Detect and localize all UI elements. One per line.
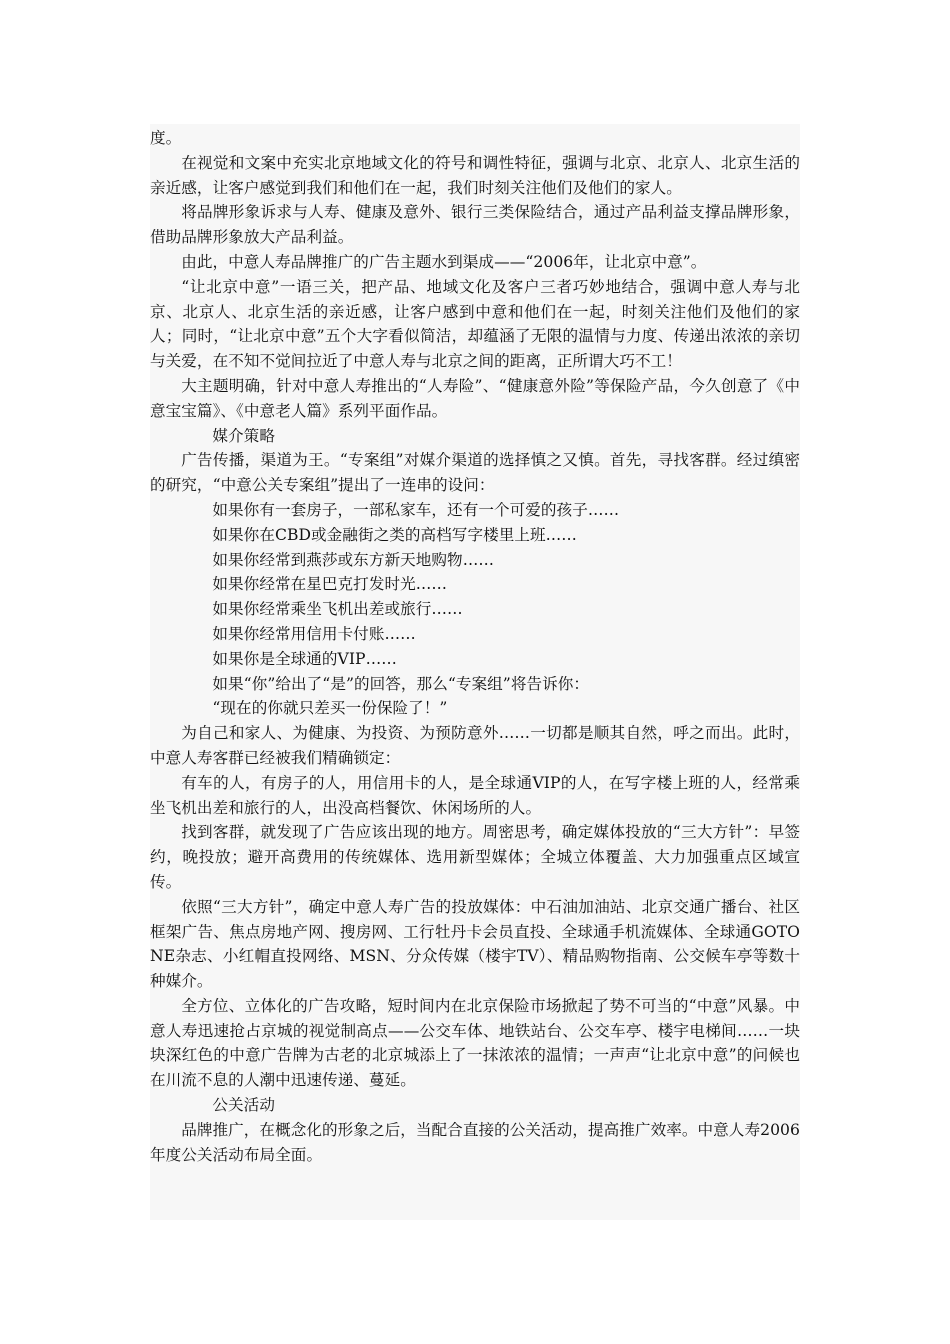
paragraph: 如果你经常乘坐飞机出差或旅行…… [212,600,463,619]
paragraph: “让北京中意”一语三关，把产品、地域文化及客户三者巧妙地结合，强调中意人寿与北京、北京人、北京生活的亲近感，让客户感到中意和他们在一起，时刻关注他们及他们的家人；同时，“让北京中意”五个大字看似简洁，却蕴涵了无限的温情与力度、传递出浓浓的亲切与关爱，在不知不觉间拉近了中意人寿与北京之间的距离，正所谓大巧不工！ [150,277,800,371]
paragraph: 有车的人，有房子的人，用信用卡的人，是全球通VIP的人，在写字楼上班的人，经常乘坐飞机出差和旅行的人，出没高档餐饮、休闲场所的人。 [150,773,800,817]
section-heading: 媒介策略 [212,426,275,445]
paragraph: 如果你经常用信用卡付账…… [212,624,416,643]
paragraph: 为自己和家人、为健康、为投资、为预防意外……一切都是顺其自然，呼之而出。此时，中意人寿客群已经被我们精确锁定： [150,724,800,767]
paragraph: 找到客群，就发现了广告应该出现的地方。周密思考，确定媒体投放的“三大方针”：早签约，晚投放；避开高费用的传统媒体、选用新型媒体；全城立体覆盖、大力加强重点区域宣传。 [150,823,800,891]
paragraph: 如果“你”给出了“是”的回答，那么“专案组”将告诉你： [212,674,590,693]
paragraph: 度。 [150,129,182,147]
paragraph: 全方位、立体化的广告攻略，短时间内在北京保险市场掀起了势不可当的“中意”风暴。中意人寿迅速抢占京城的视觉制高点——公交车体、地铁站台、公交车亭、楼宇电梯间……一块块深红色的中意广告牌为古老的北京城添上了一抹浓浓的温情；一声声“让北京中意”的问候也在川流不息的人潮中迅速传递、蔓延。 [150,996,800,1090]
paragraph: 如果你经常在星巴克打发时光…… [212,575,448,594]
paragraph: 如果你经常到燕莎或东方新天地购物…… [212,550,494,569]
paragraph: 品牌推广，在概念化的形象之后，当配合直接的公关活动，提高推广效率。中意人寿2006年度公关活动布局全面。 [150,1120,800,1164]
document-text-block [150,124,800,1220]
paragraph: 如果你在CBD或金融街之类的高档写字楼里上班…… [212,525,577,544]
paragraph: 由此，中意人寿品牌推广的广告主题水到渠成——“2006年，让北京中意”。 [181,252,707,271]
paragraph: 如果你是全球通的VIP…… [212,649,397,668]
paragraph: 广告传播，渠道为王。“专案组”对媒介渠道的选择慎之又慎。首先，寻找客群。经过缜密的研究，“中意公关专案组”提出了一连串的设问： [150,451,800,495]
section-heading: 公关活动 [212,1096,275,1115]
paragraph: 将品牌形象诉求与人寿、健康及意外、银行三类保险结合，通过产品利益支撑品牌形象，借助品牌形象放大产品利益。 [150,203,800,247]
paragraph: 大主题明确，针对中意人寿推出的“人寿险”、“健康意外险”等保险产品，今久创意了《中意宝宝篇》、《中意老人篇》系列平面作品。 [150,376,800,420]
paragraph: “现在的你就只差买一份保险了！” [212,699,448,718]
paragraph: 如果你有一套房子，一部私家车，还有一个可爱的孩子…… [212,500,620,519]
paragraph: 在视觉和文案中充实北京地域文化的符号和调性特征，强调与北京、北京人、北京生活的亲近感，让客户感觉到我们和他们在一起，我们时刻关注他们及他们的家人。 [150,153,800,197]
paragraph: 依照“三大方针”，确定中意人寿广告的投放媒体：中石油加油站、北京交通广播台、社区框架广告、焦点房地产网、搜房网、工行牡丹卡会员直投、全球通手机流媒体、全球通GOTONE杂志、小红帽直投网络、MSN、分众传媒（楼宇TV）、精品购物指南、公交候车亭等数十种媒介。 [150,897,800,991]
